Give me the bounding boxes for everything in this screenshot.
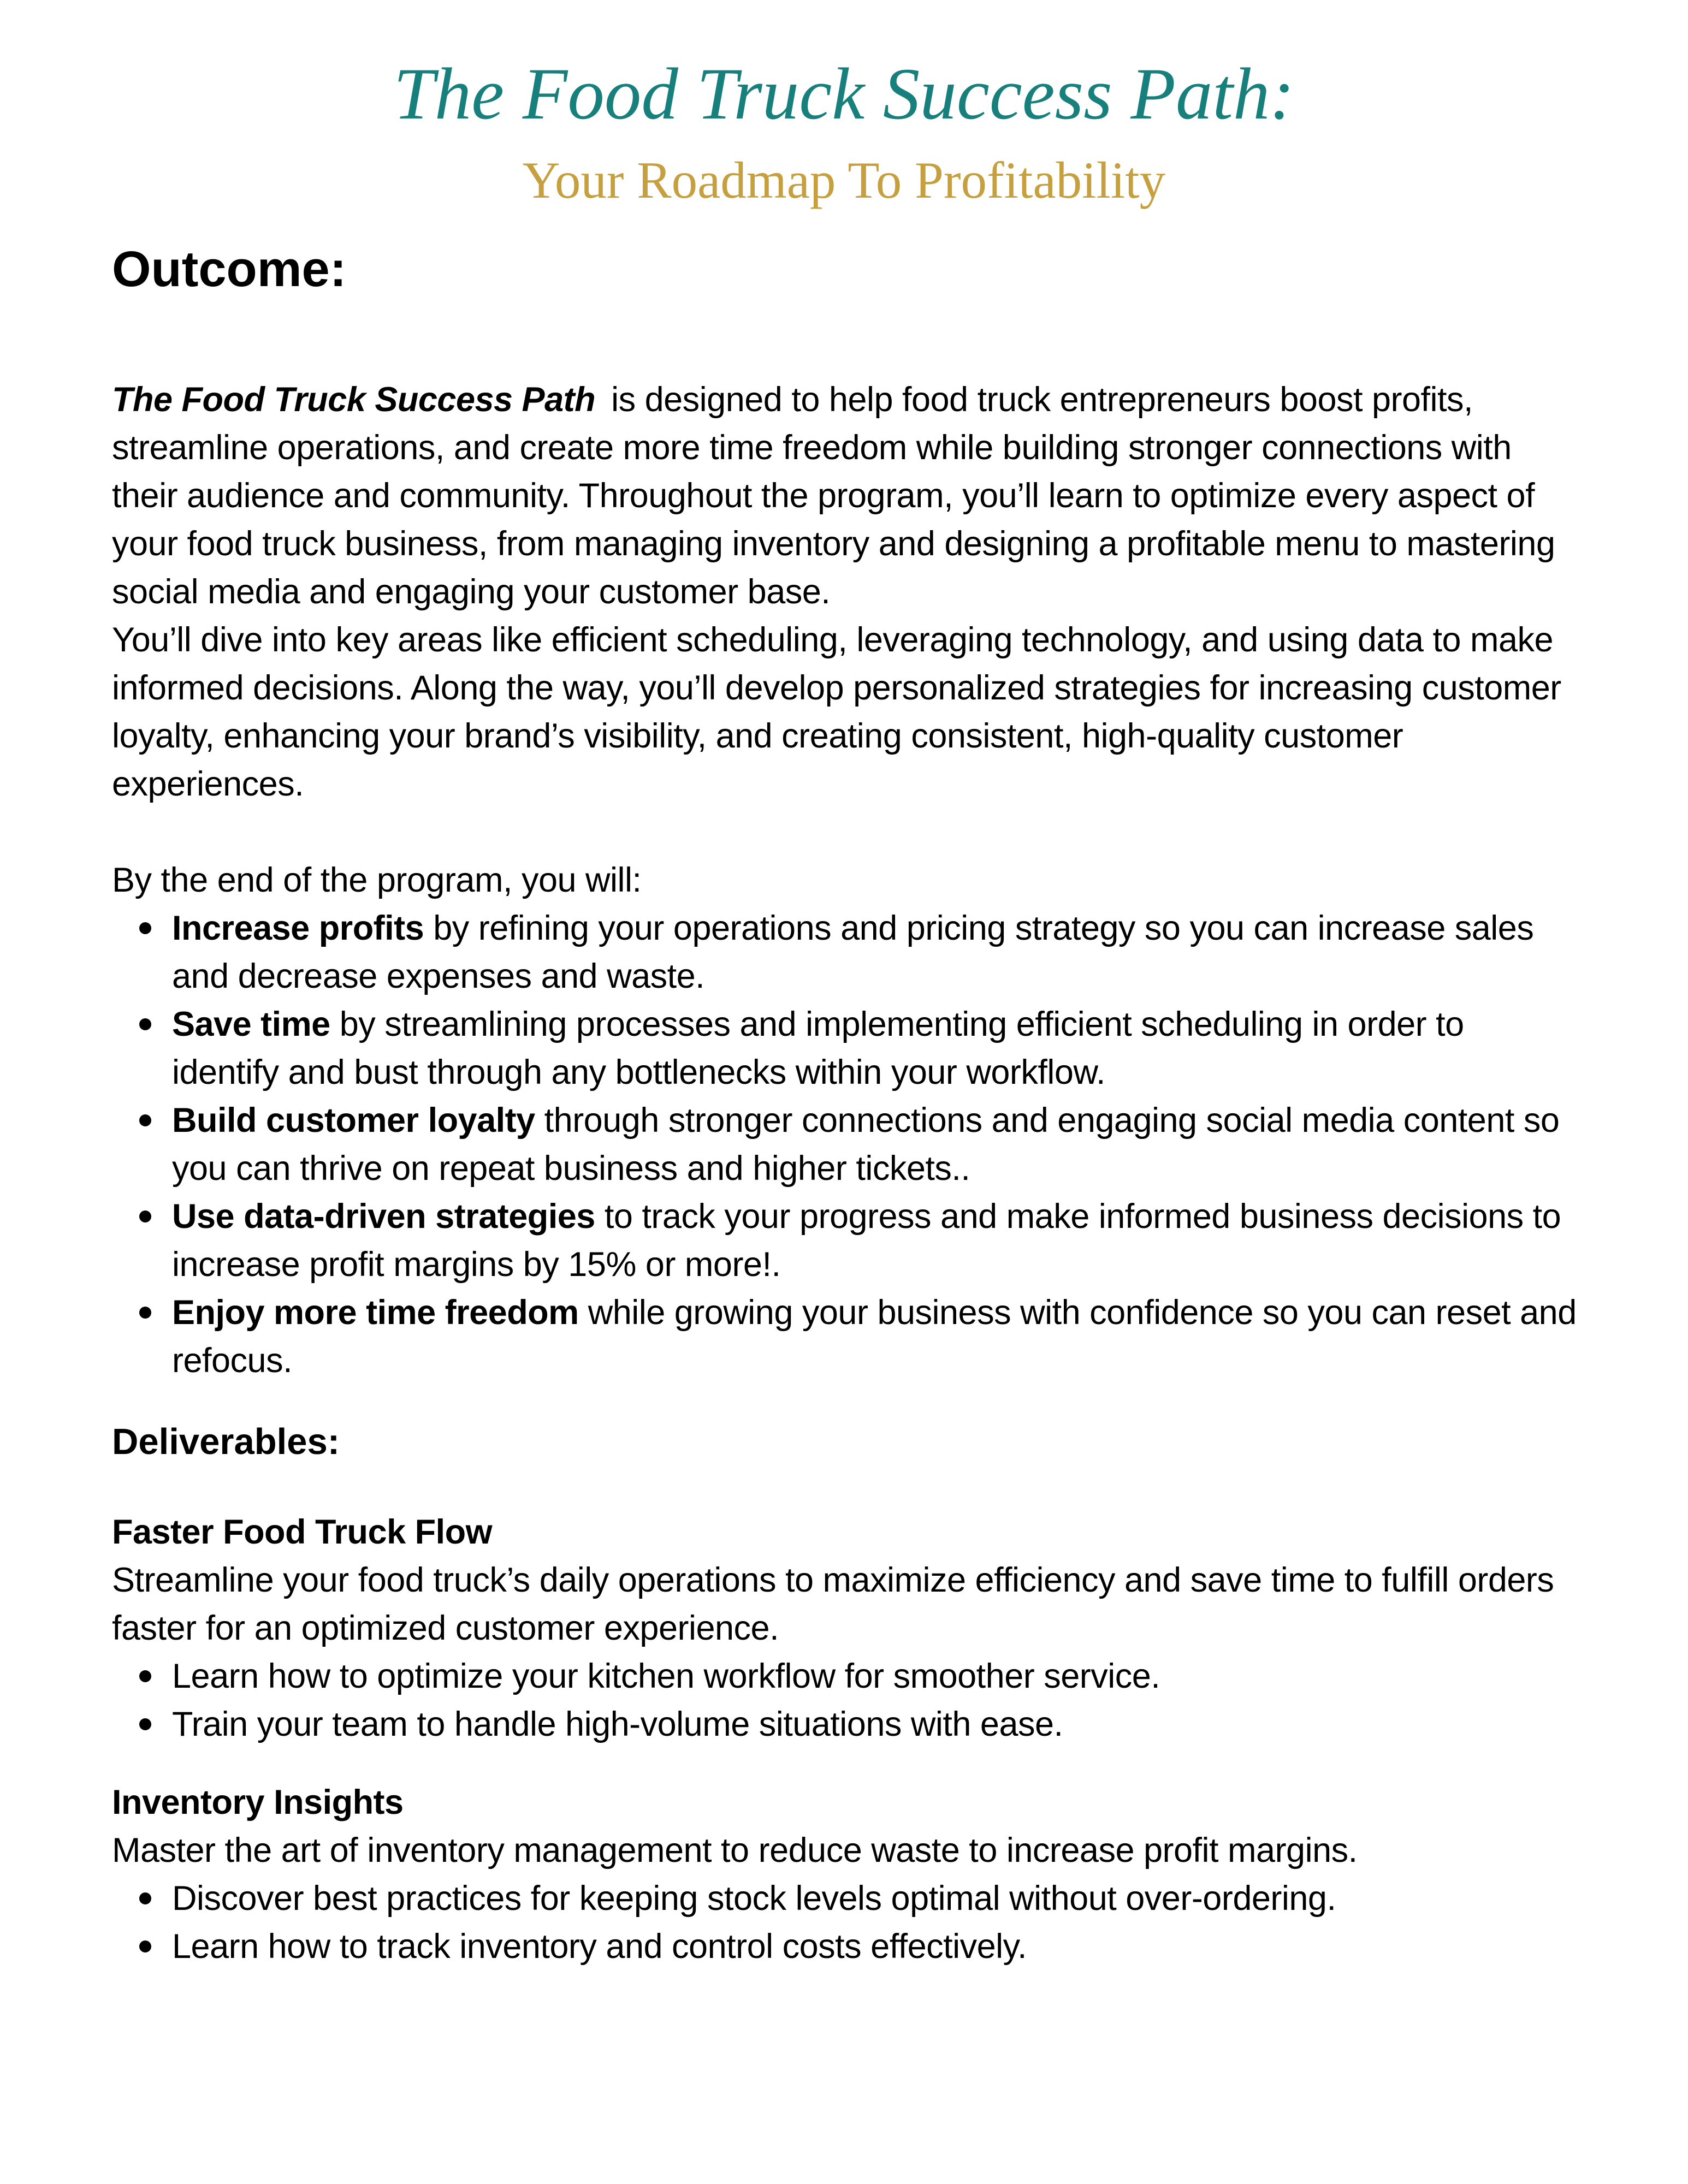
bullet-text: by streamlining processes and implementing efficient scheduling in order to identify and bust through any bottlenecks within your workflow.: [172, 1005, 1464, 1092]
outcome-paragraph-1-text: is designed to help food truck entrepreneurs boost profits, streamline operations, and create more time freedom while building stronger connections with their audience and community. Throughout the program, you’ll learn to optimize every aspect of your food truck business, from managing inventory and designing a profitable menu to mastering social media and engaging your customer base.: [112, 381, 1555, 612]
deliverable-section-description: Streamline your food truck’s daily operations to maximize efficiency and save time to fulfill orders faster for an optimized customer experience.: [112, 1560, 1554, 1647]
deliverable-section-title: Inventory Insights: [112, 1783, 404, 1821]
bullet-text: to track your progress and make informed business decisions to increase profit margins by 15% or more!.: [172, 1197, 1561, 1284]
deliverable-bullet-item: Learn how to track inventory and control costs effectively.: [112, 1922, 1578, 1971]
bullet-text: through stronger connections and engaging social media content so you can thrive on repeat business and higher tickets..: [172, 1101, 1560, 1188]
outcome-bullet-item: [112, 1289, 1578, 1385]
outcome-bullet-item: [112, 1000, 1578, 1096]
deliverable-bullet-list: [112, 1652, 1578, 1748]
bullet-lead-bold: Enjoy more time freedom: [172, 1293, 579, 1332]
program-name-bold: The Food Truck Success Path: [112, 381, 596, 419]
bullet-text: by refining your operations and pricing strategy so you can increase sales and decrease expenses and waste.: [172, 909, 1534, 996]
deliverable-section-title: Faster Food Truck Flow: [112, 1512, 493, 1551]
deliverable-bullet-item: Discover best practices for keeping stock levels optimal without over-ordering.: [112, 1874, 1578, 1922]
outcome-paragraph-2: You’ll dive into key areas like efficient scheduling, leveraging technology, and using data to make informed decisions. Along the way, you’ll develop personalized strategies for increasing customer loyalty, enhancing your brand’s visibility, and creating consistent, high-quality customer experiences.: [112, 621, 1561, 804]
outcome-bullet-item: [112, 1192, 1578, 1289]
doc-subtitle: Your Roadmap To Profitability: [522, 151, 1166, 210]
outcome-paragraph-1: [112, 376, 1578, 616]
deliverable-bullet-list: [112, 1874, 1578, 1971]
deliverable-section-faster-food-truck-flow: [112, 1508, 1578, 1748]
outcome-bullet-item: [112, 904, 1578, 1000]
outcome-bullet-item: [112, 1096, 1578, 1192]
bullet-lead-bold: Use data-driven strategies: [172, 1197, 595, 1236]
bullet-text: while growing your business with confidence so you can reset and refocus.: [172, 1293, 1577, 1380]
bullet-lead-bold: Increase profits: [172, 909, 424, 948]
deliverable-section-description: Master the art of inventory management to reduce waste to increase profit margins.: [112, 1831, 1358, 1870]
outcome-list-intro: By the end of the program, you will:: [112, 861, 642, 900]
bullet-lead-bold: Save time: [172, 1005, 330, 1044]
deliverable-bullet-item: Train your team to handle high-volume situations with ease.: [112, 1700, 1578, 1748]
bullet-lead-bold: Build customer loyalty: [172, 1101, 535, 1140]
deliverables-heading: Deliverables:: [112, 1421, 340, 1463]
outcome-heading: Outcome:: [112, 241, 347, 297]
deliverable-bullet-item: Learn how to optimize your kitchen workflow for smoother service.: [112, 1652, 1578, 1700]
content-column: [0, 239, 1688, 1971]
deliverable-section-inventory-insights: [112, 1778, 1578, 1971]
outcome-bullet-list: [112, 904, 1578, 1385]
doc-title: The Food Truck Success Path:: [393, 54, 1295, 135]
